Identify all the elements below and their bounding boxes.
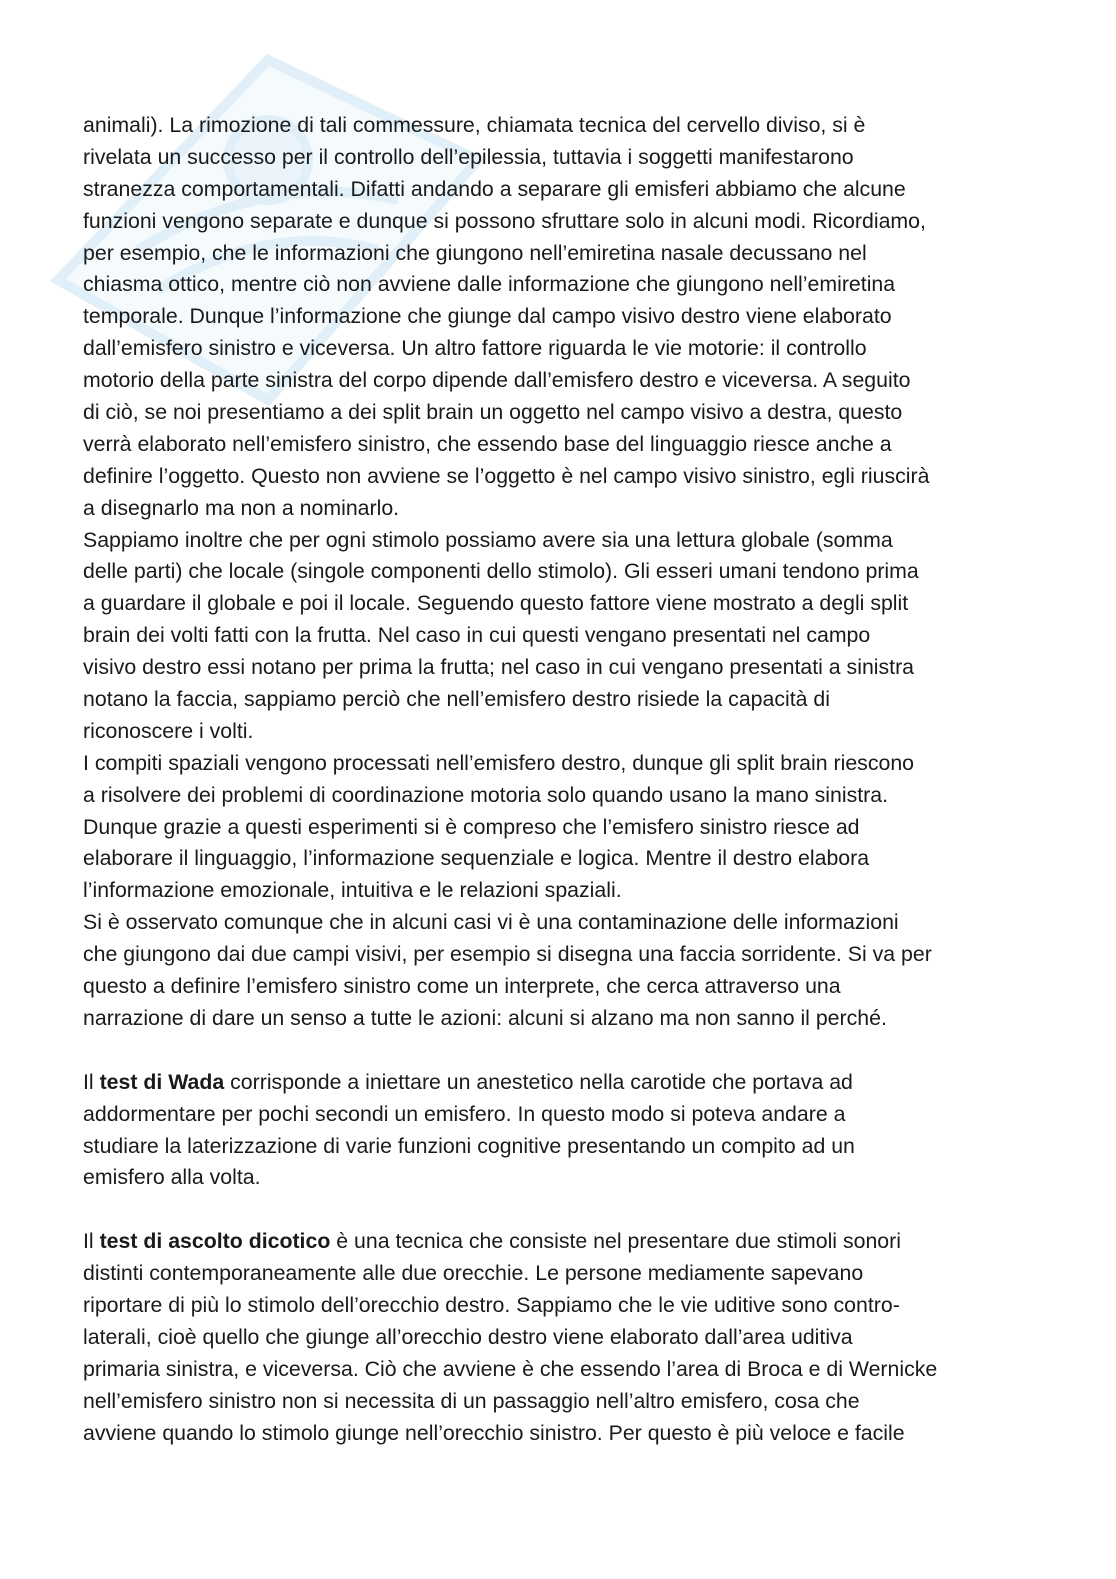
text-line: di ciò, se noi presentiamo a dei split brain un oggetto nel campo visivo a destra, questo — [83, 400, 903, 425]
text-line: a risolvere dei problemi di coordinazione motoria solo quando usano la mano sinistra. — [83, 782, 888, 807]
text-line: Dunque grazie a questi esperimenti si è compreso che l’emisfero sinistro riesce ad — [83, 814, 860, 839]
text-line — [83, 1226, 1043, 1258]
text-line: brain dei volti fatti con la frutta. Nel caso in cui questi vengano presentati nel campo — [83, 623, 871, 648]
text-line — [83, 1067, 1043, 1099]
paragraph-global-local — [83, 525, 1043, 748]
text-line: per esempio, che le informazioni che giungono nell’emiretina nasale decussano nel — [83, 240, 867, 265]
paragraph-dichotic-test — [83, 1226, 1043, 1449]
text-line: visivo destro essi notano per prima la frutta; nel caso in cui vengano presentati a sinistra — [83, 655, 915, 680]
text-line: a guardare il globale e poi il locale. Seguendo questo fattore viene mostrato a degli split — [83, 591, 909, 616]
text-prefix: Il — [83, 1069, 100, 1094]
text-line: distinti contemporaneamente alle due orecchie. Le persone mediamente sapevano — [83, 1261, 864, 1286]
text-line: elaborare il linguaggio, l’informazione sequenziale e logica. Mentre il destro elabora — [83, 846, 870, 871]
text-line: narrazione di dare un senso a tutte le azioni: alcuni si alzano ma non sanno il perché. — [83, 1005, 887, 1030]
paragraph-wada-test — [83, 1067, 1043, 1195]
text-line: studiare la laterizzazione di varie funzioni cognitive presentando un compito ad un — [83, 1133, 855, 1158]
text-line: riportare di più lo stimolo dell’orecchio destro. Sappiamo che le vie uditive sono contro- — [83, 1292, 900, 1317]
text-rest: è una tecnica che consiste nel presentare due stimoli sonori — [330, 1229, 901, 1254]
text-line: emisfero alla volta. — [83, 1165, 261, 1190]
term-dicotico: test di ascolto dicotico — [99, 1229, 331, 1254]
text-line: funzioni vengono separate e dunque si possono sfruttare solo in alcuni modi. Ricordiamo, — [83, 208, 926, 233]
text-line: rivelata un successo per il controllo dell’epilessia, tuttavia i soggetti manifestarono — [83, 144, 854, 169]
text-line: avviene quando lo stimolo giunge nell’orecchio sinistro. Per questo è più veloce e facile — [83, 1420, 905, 1445]
text-line: primaria sinistra, e viceversa. Ciò che avviene è che essendo l’area di Broca e di Wernicke — [83, 1356, 938, 1381]
paragraph-spacer — [83, 1194, 1043, 1226]
text-line: a disegnarlo ma non a nominarlo. — [83, 495, 400, 520]
text-line: l’informazione emozionale, intuitiva e le relazioni spaziali. — [83, 878, 622, 903]
text-line: stranezza comportamentali. Difatti andando a separare gli emisferi abbiamo che alcune — [83, 176, 906, 201]
text-line: definire l’oggetto. Questo non avviene se l’oggetto è nel campo visivo sinistro, egli riuscirà — [83, 463, 930, 488]
text-line: animali). La rimozione di tali commessure, chiamata tecnica del cervello diviso, si è — [83, 113, 866, 137]
text-line: verrà elaborato nell’emisfero sinistro, che essendo base del linguaggio riesce anche a — [83, 431, 892, 456]
document-body — [83, 110, 1043, 1449]
paragraph-spatial-tasks — [83, 748, 1043, 907]
text-line: che giungono dai due campi visivi, per esempio si disegna una faccia sorridente. Si va per — [83, 942, 932, 967]
paragraph-interpreter — [83, 907, 1043, 1035]
text-line: questo a definire l’emisfero sinistro come un interprete, che cerca attraverso una — [83, 974, 841, 999]
text-rest: corrisponde a iniettare un anestetico nella carotide che portava ad — [224, 1069, 853, 1094]
text-line: Sappiamo inoltre che per ogni stimolo possiamo avere sia una lettura globale (somma — [83, 527, 893, 552]
text-line: riconoscere i volti. — [83, 718, 254, 743]
text-line: Si è osservato comunque che in alcuni casi vi è una contaminazione delle informazioni — [83, 910, 899, 935]
text-line: chiasma ottico, mentre ciò non avviene dalle informazione che giungono nell’emiretina — [83, 272, 896, 297]
text-line: addormentare per pochi secondi un emisfero. In questo modo si poteva andare a — [83, 1101, 846, 1126]
paragraph-split-brain — [83, 110, 1043, 525]
text-line: delle parti) che locale (singole componenti dello stimolo). Gli esseri umani tendono prima — [83, 559, 919, 584]
text-line: temporale. Dunque l’informazione che giunge dal campo visivo destro viene elaborato — [83, 304, 892, 329]
term-wada: test di Wada — [99, 1069, 225, 1094]
text-line: laterali, cioè quello che giunge all’orecchio destro viene elaborato dall’area uditiva — [83, 1324, 853, 1349]
text-line: notano la faccia, sappiamo perciò che nell’emisfero destro risiede la capacità di — [83, 687, 830, 712]
text-line: I compiti spaziali vengono processati nell’emisfero destro, dunque gli split brain riescono — [83, 750, 915, 775]
text-line: dall’emisfero sinistro e viceversa. Un altro fattore riguarda le vie motorie: il controllo — [83, 336, 867, 361]
text-line: nell’emisfero sinistro non si necessita di un passaggio nell’altro emisfero, cosa che — [83, 1388, 860, 1413]
text-line: motorio della parte sinistra del corpo dipende dall’emisfero destro e viceversa. A seguito — [83, 368, 911, 393]
paragraph-spacer — [83, 1035, 1043, 1067]
text-prefix: Il — [83, 1229, 100, 1254]
